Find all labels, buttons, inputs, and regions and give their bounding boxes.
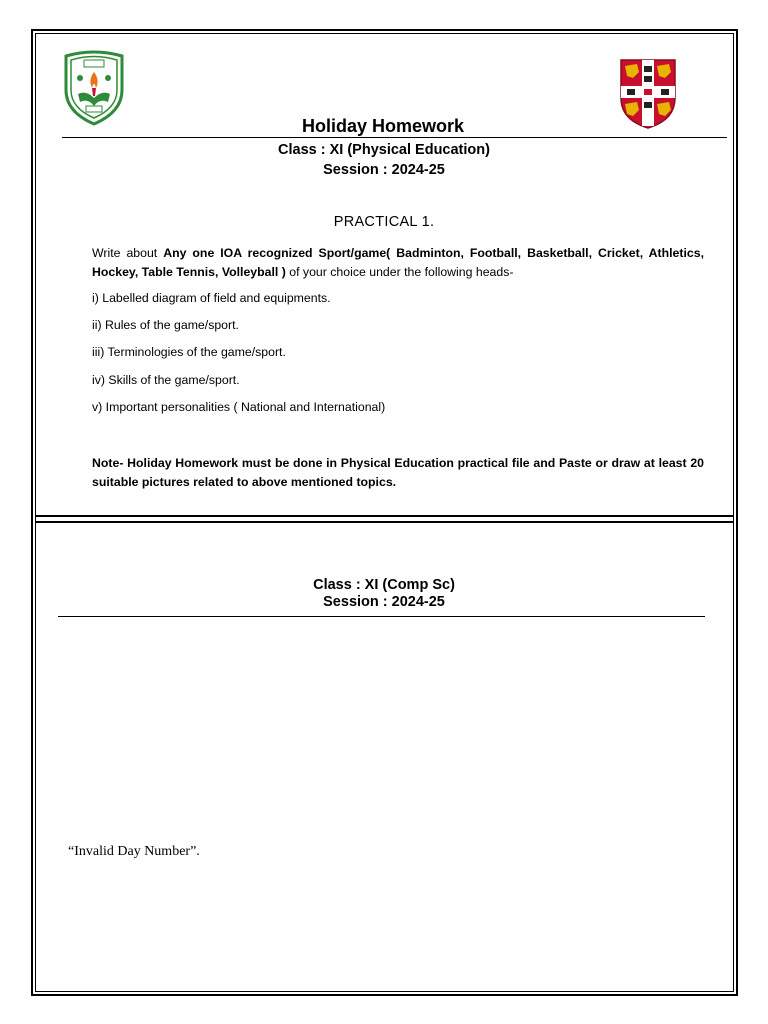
title-rule — [62, 137, 727, 138]
intro-sports-list: Any one IOA recognized Sport/game( Badminton, Football, Basketball, Cricket, Athletics, Hockey, Table Tennis, Volleyball ) — [92, 246, 704, 279]
list-item: iv) Skills of the game/sport. — [92, 373, 240, 387]
list-item: ii) Rules of the game/sport. — [92, 318, 239, 332]
intro-text-start: Write about — [92, 246, 164, 260]
practical-heading: PRACTICAL 1. — [333, 214, 435, 230]
class-line-pe: Class : XI (Physical Education) — [278, 142, 490, 158]
section-divider-top — [35, 515, 734, 517]
list-item: i) Labelled diagram of field and equipments. — [92, 291, 331, 305]
list-item: v) Important personalities ( National and International) — [92, 400, 386, 414]
section-divider-bottom — [35, 521, 734, 523]
school-crest-logo — [62, 50, 126, 126]
intro-paragraph — [92, 244, 704, 282]
class-line-cs: Class : XI (Comp Sc) — [313, 577, 455, 593]
error-quote-text: “Invalid Day Number”. — [68, 844, 200, 859]
session-line-cs: Session : 2024-25 — [323, 594, 445, 610]
cs-header-rule — [58, 616, 705, 617]
list-item: iii) Terminologies of the game/sport. — [92, 345, 286, 359]
intro-text-end: of your choice under the following heads- — [285, 265, 514, 279]
session-line-pe: Session : 2024-25 — [323, 162, 445, 178]
page-title: Holiday Homework — [301, 116, 465, 136]
homework-note: Note- Holiday Homework must be done in Physical Education practical file and Paste or draw at least 20 suitable pictures related to above mentioned topics. — [92, 456, 704, 489]
